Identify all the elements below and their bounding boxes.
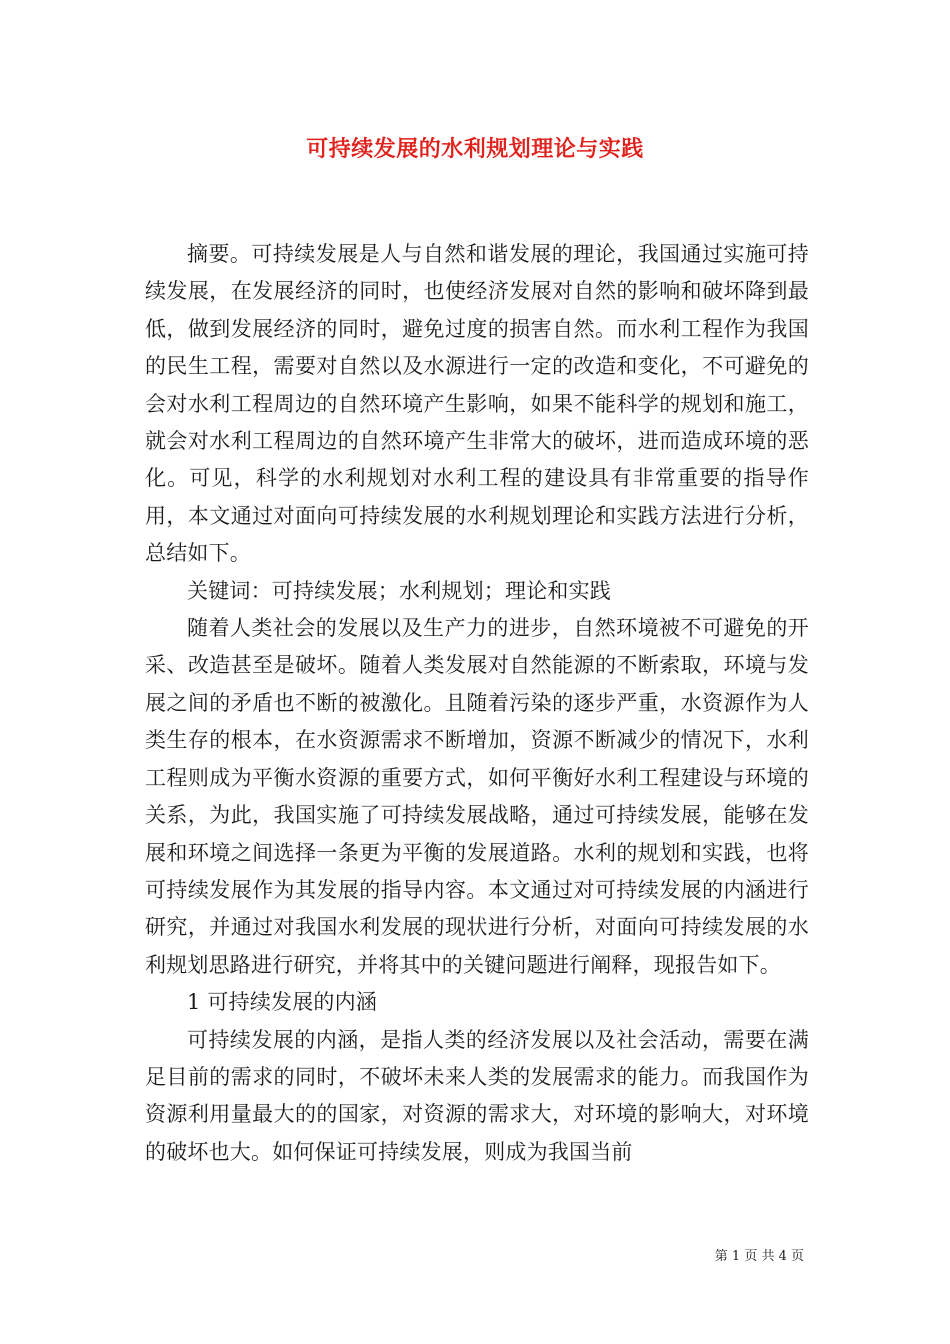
keywords-paragraph: 关键词：可持续发展；水利规划；理论和实践 xyxy=(187,578,611,603)
section-heading: 1 可持续发展的内涵 xyxy=(187,990,378,1015)
document-body xyxy=(145,236,809,1171)
intro-paragraph: 随着人类社会的发展以及生产力的进步，自然环境被不可避免的开采、改造甚至是破坏。随着人类发展对自然能源的不断索取，环境与发展之间的矛盾也不断的被激化。且随着污染的逐步严重，水资源作为人类生存的根本，在水资源需求不断增加，资源不断减少的情况下，水利工程则成为平衡水资源的重要方式，如何平衡好水利工程建设与环境的关系，为此，我国实施了可持续发展战略，通过可持续发展，能够在发展和环境之间选择一条更为平衡的发展道路。水利的规划和实践，也将可持续发展作为其发展的指导内容。本文通过对可持续发展的内涵进行研究，并通过对我国水利发展的现状进行分析，对面向可持续发展的水利规划思路进行研究，并将其中的关键问题进行阐释，现报告如下。 xyxy=(145,616,809,977)
document-title: 可持续发展的水利规划理论与实践 xyxy=(306,136,644,162)
page-number: 第 1 页 共 4 页 xyxy=(714,1249,804,1264)
section-paragraph: 可持续发展的内涵，是指人类的经济发展以及社会活动，需要在满足目前的需求的同时，不破坏未来人类的发展需求的能力。而我国作为资源利用量最大的的国家，对资源的需求大，对环境的影响大，对环境的破坏也大。如何保证可持续发展，则成为我国当前 xyxy=(145,1027,809,1164)
abstract-paragraph: 摘要。可持续发展是人与自然和谐发展的理论，我国通过实施可持续发展，在发展经济的同时，也使经济发展对自然的影响和破坏降到最低，做到发展经济的同时，避免过度的损害自然。而水利工程作为我国的民生工程，需要对自然以及水源进行一定的改造和变化，不可避免的会对水利工程周边的自然环境产生影响，如果不能科学的规划和施工，就会对水利工程周边的自然环境产生非常大的破坏，进而造成环境的恶化。可见，科学的水利规划对水利工程的建设具有非常重要的指导作用，本文通过对面向可持续发展的水利规划理论和实践方法进行分析，总结如下。 xyxy=(145,242,809,566)
